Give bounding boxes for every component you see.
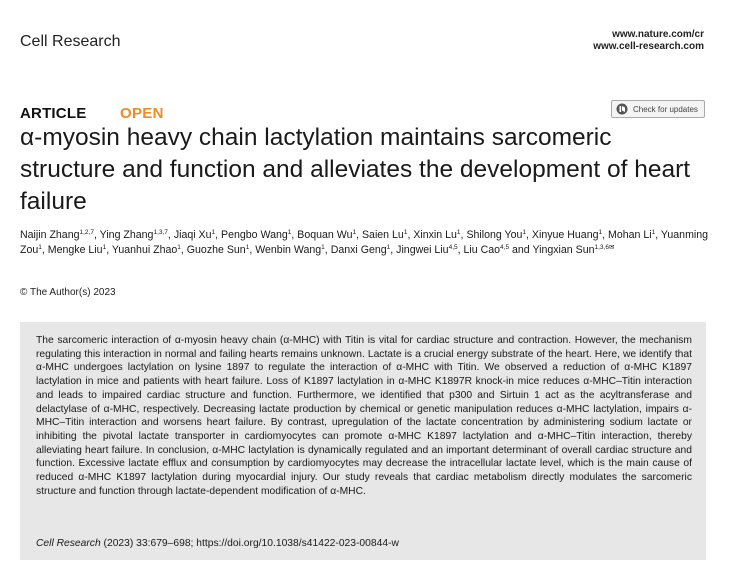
author-name[interactable]: Mengke Liu [47, 243, 103, 256]
journal-urls [593, 29, 704, 53]
author-affiliation: 4,5 [500, 243, 510, 251]
author-name[interactable]: Yuanhui Zhao [111, 243, 178, 256]
author-name[interactable]: Jingwei Liu [396, 243, 449, 256]
author-name[interactable]: Xinxin Lu [413, 229, 457, 241]
author-name[interactable]: Liu Cao [463, 243, 501, 256]
check-updates-icon [616, 103, 628, 115]
author-affiliation: 1 [287, 229, 292, 236]
open-access-label: OPEN [120, 105, 164, 122]
author-affiliation: 1 [598, 229, 603, 236]
author-affiliation: 1 [211, 229, 216, 236]
check-updates-label: Check for updates [633, 104, 698, 114]
author-affiliation: 1 [102, 243, 107, 251]
author-name[interactable]: Ying Zhang [99, 229, 154, 241]
author-affiliation: 1 [38, 243, 42, 251]
author-name[interactable]: Shilong You [466, 229, 523, 241]
author-name[interactable]: Yingxian Sun [532, 243, 595, 256]
author-name[interactable]: Boquan Wu [297, 229, 353, 241]
article-title: α-myosin heavy chain lactylation maintains sarcomeric structure and function and alleviates the development of heart failure [20, 124, 691, 215]
author-name[interactable]: Guozhe Sun [186, 243, 246, 256]
journal-name: Cell Research [20, 33, 121, 50]
copyright: © The Author(s) 2023 [20, 287, 116, 298]
author-name[interactable]: Naijin Zhang [20, 229, 80, 241]
author-name[interactable]: Pengbo Wang [221, 229, 288, 241]
author-affiliation: 1 [245, 243, 250, 251]
journal-url-cellresearch[interactable]: www.cell-research.com [593, 41, 704, 52]
citation [36, 538, 399, 549]
author-name[interactable]: Saien Lu [361, 229, 404, 241]
author-affiliation: 1 [386, 243, 391, 251]
abstract-text: The sarcomeric interaction of α-myosin heavy chain (α-MHC) with Titin is vital for cardiac structure and contraction. However, the mechanism regulating this interaction in normal and failing hearts remains unknown. Lactate is a crucial energy substrate of the heart. Here, we identify that α-MHC undergoes lactylation on lysine 1897 to regulate the interaction of α-MHC with Titin. We observed a reduction of α-MHC K1897 lactylation in mice and patients with heart failure. Loss of K1897 lactylation in α-MHC K1897R knock-in mice reduces α-MHC–Titin interaction and leads to impaired cardiac structure and function. Furthermore, we identified that p300 and Sirtuin 1 act as the acyltransferase and delactylase of α-MHC, respectively. Decreasing lactate production by chemical or genetic manipulation reduces α-MHC lactylation, impairs α-MHC–Titin interaction and worsens heart failure. By contrast, upregulation of the lactate concentration by administering sodium lactate or inhibiting the pivotal lactate transporter in cardiomyocytes can promote α-MHC K1897 lactylation and α-MHC–Titin interaction, thereby alleviating heart failure. In conclusion, α-MHC lactylation is dynamically regulated and an important determinant of overall cardiac structure and function. Excessive lactate efflux and consumption by cardiomyocytes may decrease the intracellular lactate level, which is the main cause of reduced α-MHC K1897 lactylation during myocardial injury. Our study reveals that cardiac metabolism directly modulates the sarcomeric structure and function through lactate-dependent modification of α-MHC. [36, 335, 692, 497]
author-affiliation: 1 [321, 243, 325, 251]
author-list: Naijin Zhang$^{1,2,7}$, Ying Zhang$^{1,3,7}$, Jiaqi Xu$^1$, Pengbo Wang$^1$, Boquan Wu$^1$, Saien Lu$^1$, Xinxin Lu$^1$, Shilong You$^1$, Xinyue Huang$^1$, Mohan Li$^1$, Yuanming Zou$^1$, Mengke Liu$^1$, Yuanhui Zhao$^1$, Guozhe Sun$^1$, Wenbin Wang$^1$, Danxi Geng$^1$, Jingwei Liu$^{4,5}$, Liu Cao$^{4,5}$ and Yingxian Sun$^{1,3,6✉}$ [20, 229, 709, 256]
author-affiliation: 1 [177, 243, 181, 251]
author-affiliation: 1 [456, 229, 461, 236]
author-affiliation: 1,3,7 [153, 229, 168, 236]
author-affiliation: 1 [403, 229, 408, 236]
author-affiliation: 1 [352, 229, 357, 236]
author-affiliation: 1 [522, 229, 527, 236]
author-name[interactable]: Yuanming Zou [20, 229, 709, 256]
article-type-label: ARTICLE [20, 105, 87, 122]
journal-url-nature[interactable]: www.nature.com/cr [612, 29, 704, 40]
citation-journal: Cell Research [36, 538, 101, 549]
author-name[interactable]: Mohan Li [608, 229, 652, 241]
author-affiliation: 4,5 [448, 243, 458, 251]
author-name[interactable]: Danxi Geng [330, 243, 387, 256]
check-for-updates-button[interactable] [611, 100, 705, 118]
author-affiliation: 1,3,6✉ [594, 243, 615, 251]
author-affiliation: 1,2,7 [79, 229, 94, 236]
author-affiliation: 1 [651, 229, 656, 236]
citation-details[interactable]: (2023) 33:679–698; https://doi.org/10.1038/s41422-023-00844-w [100, 538, 399, 549]
author-name[interactable]: Xinyue Huang [531, 229, 599, 241]
author-name[interactable]: Jiaqi Xu [173, 229, 212, 241]
author-name[interactable]: Wenbin Wang [255, 243, 322, 256]
